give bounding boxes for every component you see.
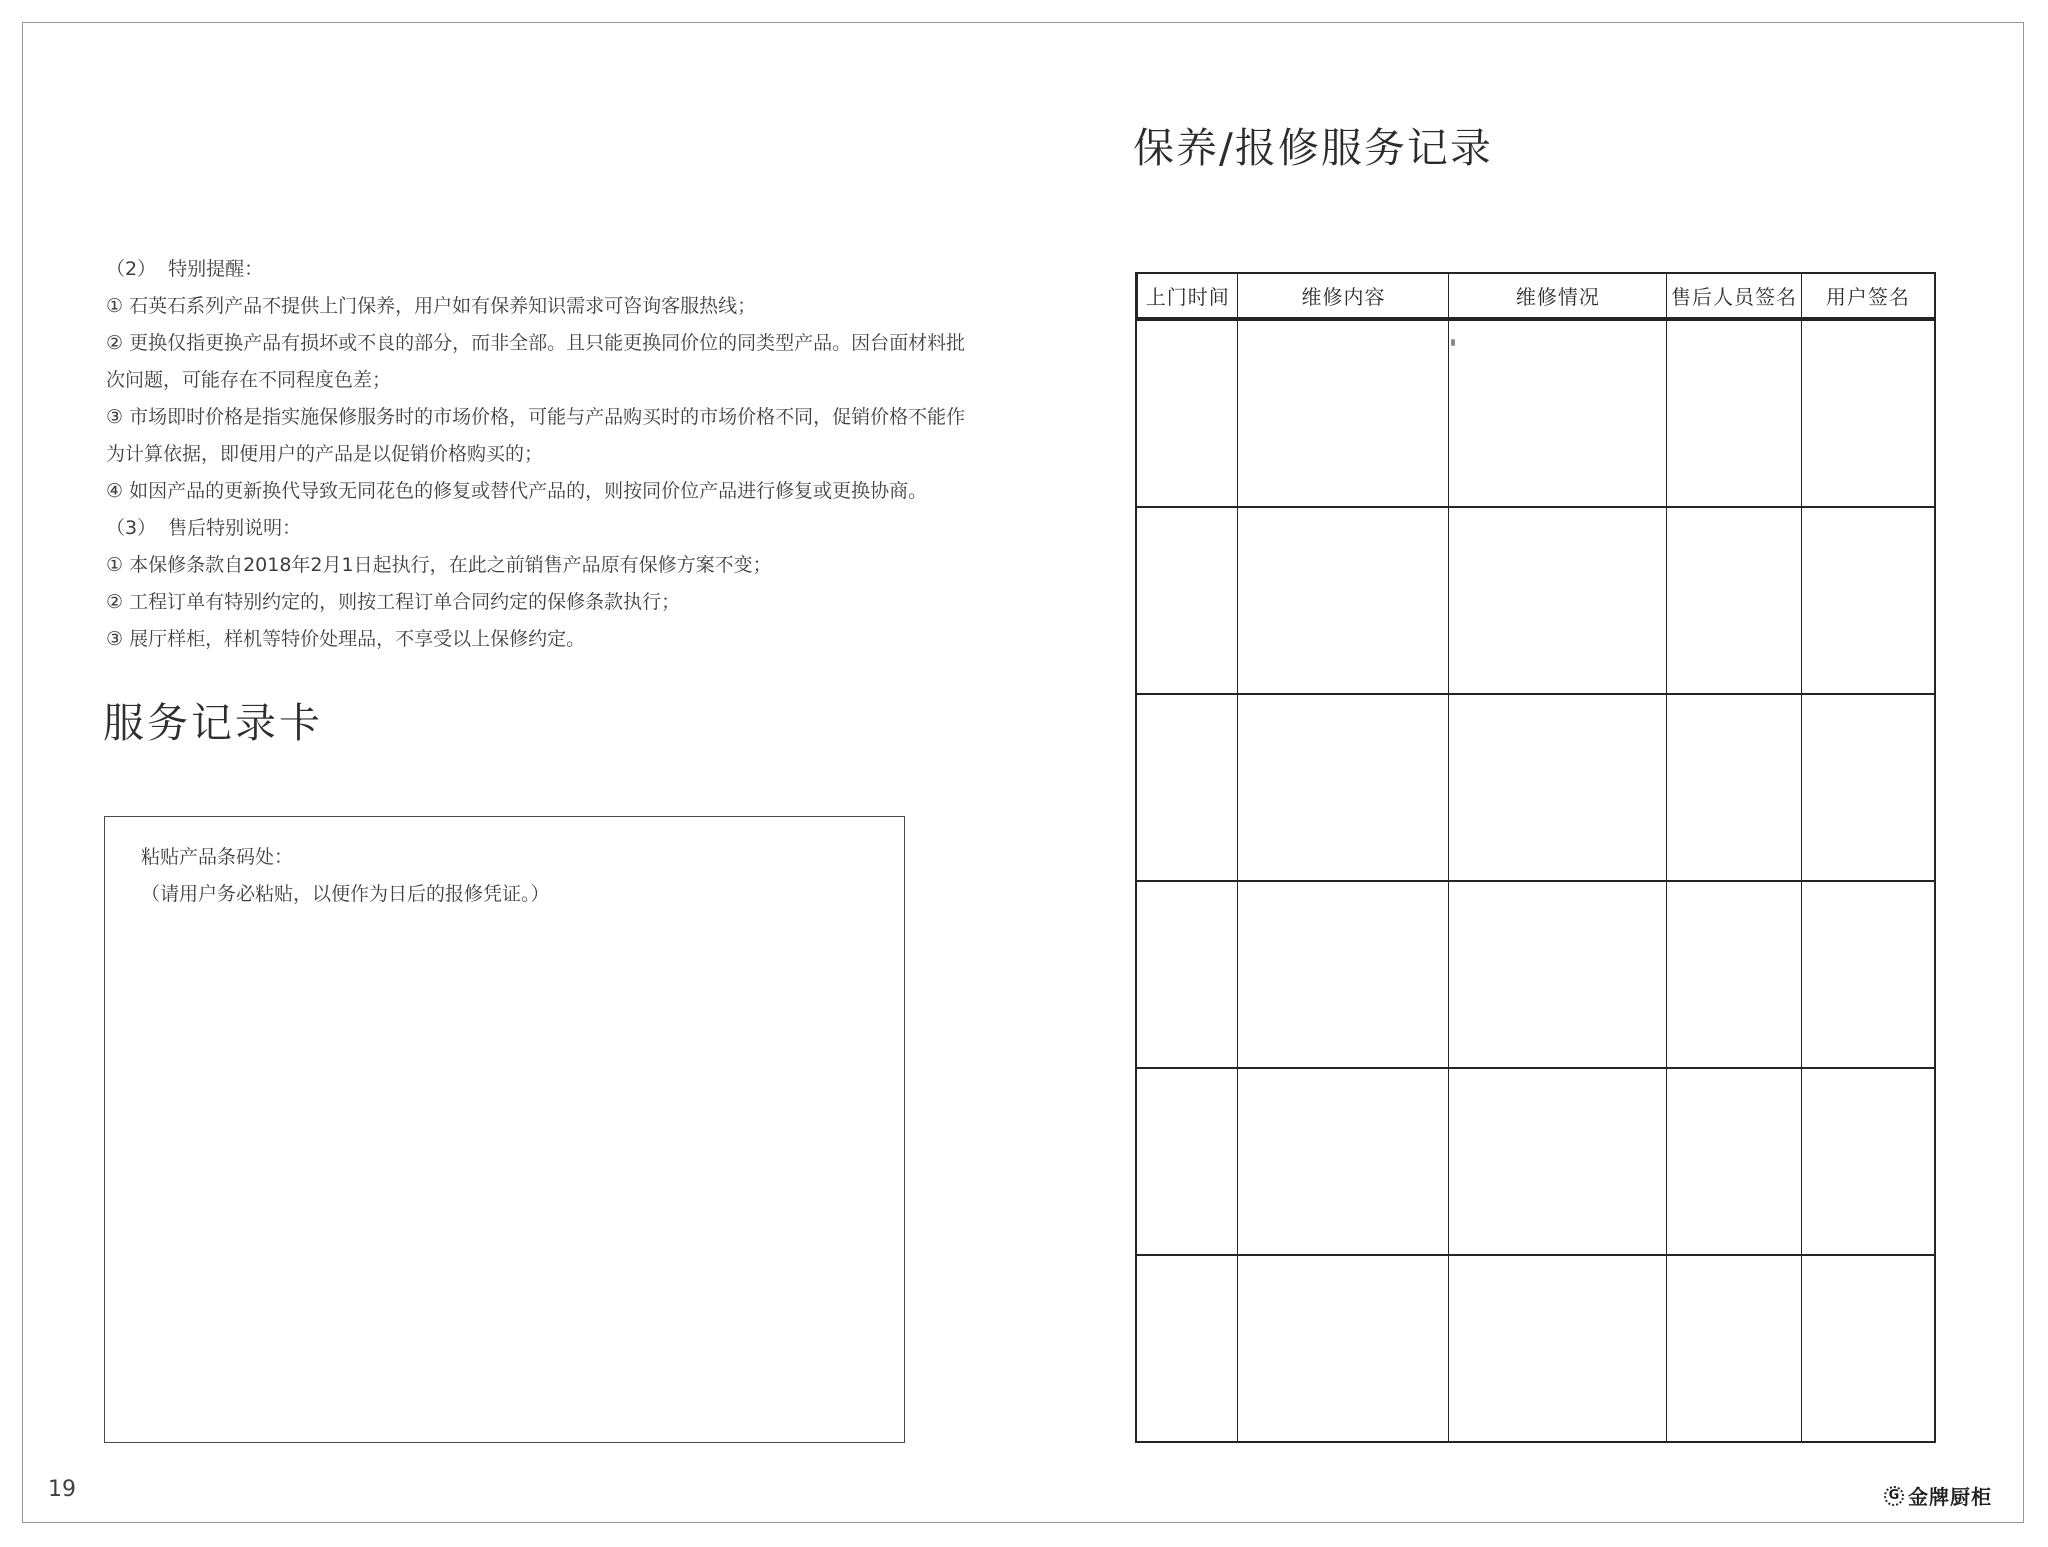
notice-line: ② 工程订单有特别约定的，则按工程订单合同约定的保修条款执行； (106, 591, 681, 613)
cell-visit-time (1137, 695, 1237, 880)
page-number: 19 (48, 1477, 76, 1502)
cell-repair-content (1237, 508, 1448, 693)
cell-repair-status (1448, 321, 1666, 506)
service-record-card-title: 服务记录卡 (103, 699, 323, 747)
cell-staff-signature (1666, 1069, 1800, 1254)
barcode-box-note: （请用户务必粘贴，以便作为日后的报修凭证。） (141, 883, 550, 905)
table-header-cell: 上门时间 (1137, 274, 1237, 317)
warranty-notes (106, 251, 965, 658)
cell-repair-content (1237, 1256, 1448, 1441)
table-row (1137, 506, 1934, 693)
cell-repair-status (1448, 1069, 1666, 1254)
cell-repair-status (1448, 508, 1666, 693)
brand-name: 金牌厨柜 (1908, 1485, 1992, 1509)
cell-visit-time (1137, 882, 1237, 1067)
cell-repair-status (1448, 1256, 1666, 1441)
goldenhome-logo (1884, 1481, 1992, 1510)
notice-line: ④ 如因产品的更新换代导致无同花色的修复或替代产品的，则按同价位产品进行修复或更换协商。 (106, 480, 928, 502)
table-header-cell: 维修情况 (1448, 274, 1666, 317)
service-record-title: 保养/报修服务记录 (1133, 124, 1493, 172)
cell-user-signature (1801, 882, 1934, 1067)
cell-user-signature (1801, 1256, 1934, 1441)
table-header-cell: 维修内容 (1237, 274, 1448, 317)
cell-visit-time (1137, 508, 1237, 693)
cell-user-signature (1801, 508, 1934, 693)
cell-repair-status (1448, 695, 1666, 880)
notice-line: 为计算依据，即便用户的产品是以促销价格购买的； (106, 443, 544, 465)
scan-artifact (1451, 339, 1455, 346)
cell-repair-content (1237, 882, 1448, 1067)
cell-visit-time (1137, 1256, 1237, 1441)
table-row (1137, 1067, 1934, 1254)
cell-staff-signature (1666, 882, 1800, 1067)
cell-staff-signature (1666, 1256, 1800, 1441)
table-body (1137, 319, 1934, 1441)
table-header-cell: 用户签名 (1801, 274, 1934, 317)
cell-repair-content (1237, 1069, 1448, 1254)
table-row (1137, 693, 1934, 880)
notice-line: 次问题，可能存在不同程度色差； (106, 369, 392, 391)
notice-line: ③ 市场即时价格是指实施保修服务时的市场价格，可能与产品购买时的市场价格不同，促销价格不能作 (106, 406, 966, 428)
cell-repair-content (1237, 321, 1448, 506)
table-header-cell: 售后人员签名 (1666, 274, 1800, 317)
cell-repair-content (1237, 695, 1448, 880)
cell-staff-signature (1666, 321, 1800, 506)
cell-repair-status (1448, 882, 1666, 1067)
cell-visit-time (1137, 1069, 1237, 1254)
table-row (1137, 880, 1934, 1067)
barcode-sticker-box (104, 816, 905, 1443)
cell-staff-signature (1666, 695, 1800, 880)
table-row (1137, 1254, 1934, 1441)
barcode-box-label: 粘贴产品条码处： (141, 846, 294, 868)
notice-line: （3） 售后特别说明： (106, 517, 302, 539)
notice-line: ② 更换仅指更换产品有损坏或不良的部分，而非全部。且只能更换同价位的同类型产品。因台面材料批 (106, 332, 966, 354)
cell-user-signature (1801, 695, 1934, 880)
cell-user-signature (1801, 1069, 1934, 1254)
notice-line: ① 石英石系列产品不提供上门保养，用户如有保养知识需求可咨询客服热线； (106, 295, 757, 317)
service-record-table (1135, 272, 1936, 1443)
table-row (1137, 319, 1934, 506)
notice-line: （2） 特别提醒： (106, 258, 264, 280)
cell-user-signature (1801, 321, 1934, 506)
table-header-row (1137, 274, 1934, 319)
cell-visit-time (1137, 321, 1237, 506)
brand-g-icon: G (1884, 1486, 1904, 1506)
notice-line: ③ 展厅样柜，样机等特价处理品，不享受以上保修约定。 (106, 628, 586, 650)
notice-line: ① 本保修条款自2018年2月1日起执行，在此之前销售产品原有保修方案不变； (106, 554, 772, 576)
cell-staff-signature (1666, 508, 1800, 693)
